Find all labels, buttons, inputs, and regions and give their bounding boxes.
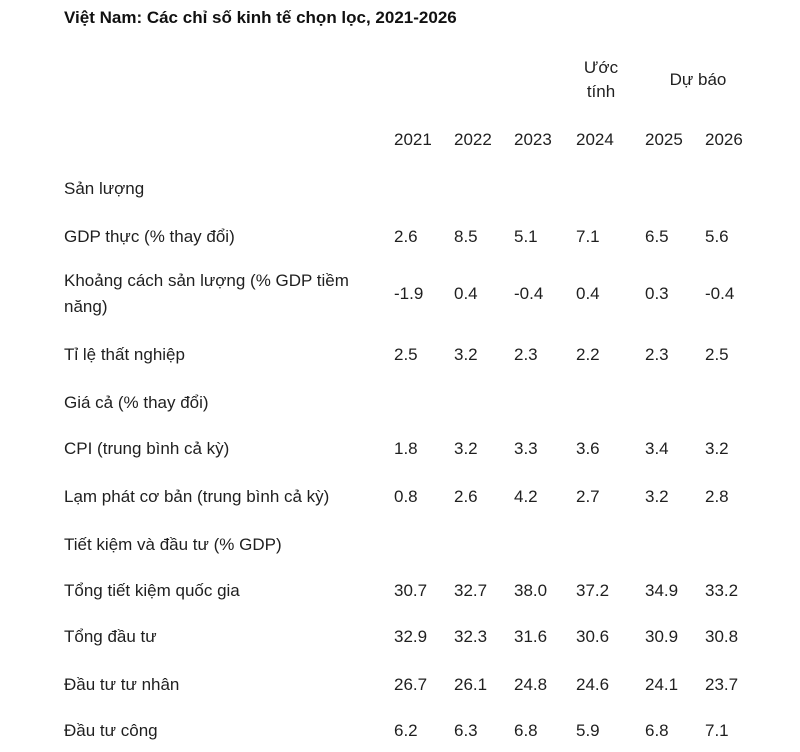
value-cell: -1.9	[394, 284, 424, 303]
value-cell: 33.2	[705, 581, 739, 600]
value-cell: 2.5	[394, 345, 418, 364]
value-cell: 30.7	[394, 581, 428, 600]
value-cell: 32.3	[454, 627, 488, 646]
value-cell: 3.2	[705, 439, 729, 458]
value-cell: 5.6	[705, 227, 729, 246]
year-header-2023: 2023	[514, 130, 552, 149]
value-cell: 4.2	[514, 487, 538, 506]
value-cell: 2.2	[576, 345, 600, 364]
forecast-header: Dự báo	[669, 70, 727, 89]
year-header-2026: 2026	[705, 130, 743, 149]
value-cell: 26.7	[394, 675, 428, 694]
value-cell: 34.9	[645, 581, 679, 600]
value-cell: 6.8	[645, 721, 669, 740]
value-cell: 3.3	[514, 439, 538, 458]
value-cell: 3.2	[454, 345, 478, 364]
value-cell: -0.4	[514, 284, 544, 303]
section-label: Giá cả (% thay đổi)	[64, 393, 209, 412]
year-header-2025: 2025	[645, 130, 683, 149]
value-cell: 3.4	[645, 439, 669, 458]
value-cell: 7.1	[576, 227, 600, 246]
year-header-2024: 2024	[576, 130, 614, 149]
value-cell: 37.2	[576, 581, 610, 600]
value-cell: 26.1	[454, 675, 488, 694]
estimate-header	[578, 56, 624, 104]
value-cell: 38.0	[514, 581, 548, 600]
year-header-row	[0, 130, 800, 154]
row-label: Tổng tiết kiệm quốc gia	[64, 581, 240, 600]
value-cell: 6.2	[394, 721, 418, 740]
row-label: Đầu tư tư nhân	[64, 675, 180, 694]
value-cell: 3.2	[645, 487, 669, 506]
value-cell: 6.3	[454, 721, 478, 740]
section-label: Tiết kiệm và đầu tư (% GDP)	[64, 535, 282, 554]
row-label: Tỉ lệ thất nghiệp	[64, 345, 185, 364]
value-cell: 32.7	[454, 581, 488, 600]
row-label: CPI (trung bình cả kỳ)	[64, 439, 230, 458]
value-cell: 0.8	[394, 487, 418, 506]
value-cell: 2.5	[705, 345, 729, 364]
value-cell: 24.8	[514, 675, 548, 694]
value-cell: 2.8	[705, 487, 729, 506]
value-cell: 2.7	[576, 487, 600, 506]
value-cell: 1.8	[394, 439, 418, 458]
value-cell: 8.5	[454, 227, 478, 246]
value-cell: 30.6	[576, 627, 610, 646]
value-cell: 31.6	[514, 627, 548, 646]
estimate-header-line1: Ước	[583, 58, 619, 77]
value-cell: 0.4	[454, 284, 478, 303]
value-cell: 5.1	[514, 227, 538, 246]
value-cell: 32.9	[394, 627, 428, 646]
section-label: Sản lượng	[64, 179, 145, 198]
row-label: GDP thực (% thay đổi)	[64, 227, 235, 246]
value-cell: 6.5	[645, 227, 669, 246]
value-cell: 2.3	[514, 345, 538, 364]
table-title: Việt Nam: Các chỉ số kinh tế chọn lọc, 2021-2026	[64, 8, 457, 27]
value-cell: 5.9	[576, 721, 600, 740]
year-header-2022: 2022	[454, 130, 492, 149]
row-label: Tổng đầu tư	[64, 627, 157, 646]
value-cell: 3.6	[576, 439, 600, 458]
row-label: Đầu tư công	[64, 721, 158, 740]
row-label: Lạm phát cơ bản (trung bình cả kỳ)	[64, 487, 330, 506]
value-cell: 7.1	[705, 721, 729, 740]
value-cell: 6.8	[514, 721, 538, 740]
value-cell: 24.1	[645, 675, 679, 694]
estimate-header-line2: tính	[586, 82, 616, 101]
value-cell: -0.4	[705, 284, 735, 303]
value-cell: 24.6	[576, 675, 610, 694]
value-cell: 3.2	[454, 439, 478, 458]
value-cell: 23.7	[705, 675, 739, 694]
row-label: Khoảng cách sản lượng (% GDP tiềm năng)	[64, 271, 349, 316]
value-cell: 30.8	[705, 627, 739, 646]
value-cell: 0.3	[645, 284, 669, 303]
value-cell: 2.3	[645, 345, 669, 364]
value-cell: 30.9	[645, 627, 679, 646]
value-cell: 2.6	[454, 487, 478, 506]
value-cell: 0.4	[576, 284, 600, 303]
value-cell: 2.6	[394, 227, 418, 246]
year-header-2021: 2021	[394, 130, 432, 149]
